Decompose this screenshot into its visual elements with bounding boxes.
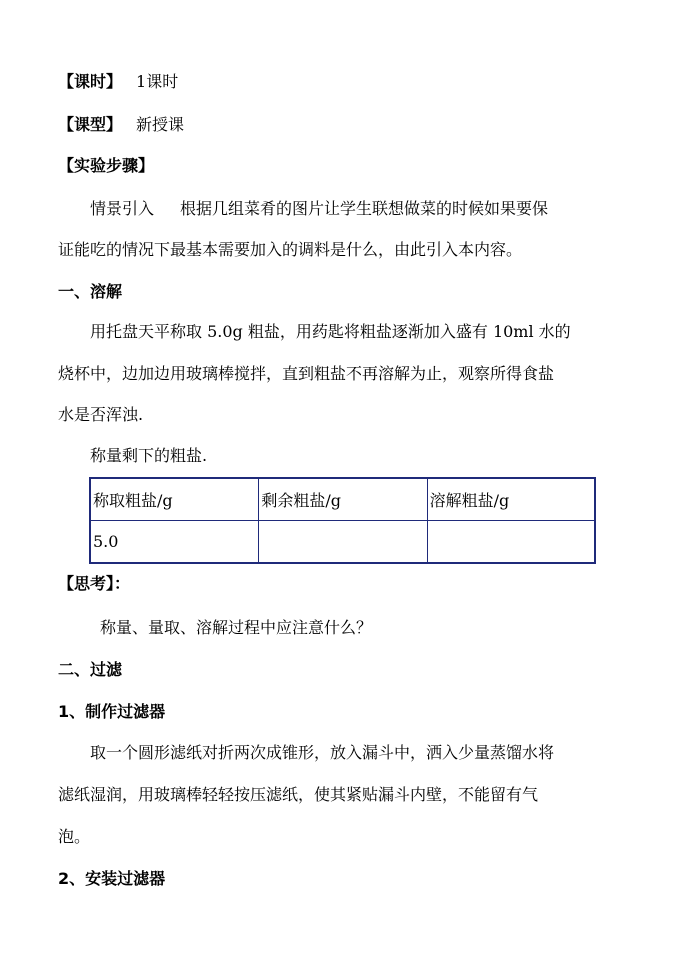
section1-heading: 一、溶解 xyxy=(58,282,123,301)
period-line xyxy=(58,72,178,92)
table-header-cell: 溶解粗盐/g xyxy=(427,478,595,521)
table-cell xyxy=(427,521,595,564)
weighing-table xyxy=(89,477,596,564)
table-header-cell: 称取粗盐/g xyxy=(90,478,259,521)
intro-line-1 xyxy=(90,199,548,219)
table-cell: 5.0 xyxy=(90,521,259,564)
table-row xyxy=(90,521,595,564)
weigh-note: 称量剩下的粗盐. xyxy=(90,446,208,465)
period-label: 【课时】 xyxy=(58,72,123,91)
think-question: 称量、量取、溶解过程中应注意什么？ xyxy=(100,618,373,637)
steps-heading: 【实验步骤】 xyxy=(58,156,155,175)
section2-sub1: 1、制作过滤器 xyxy=(58,702,166,721)
section1-para-3: 水是否浑浊. xyxy=(58,405,144,424)
intro-lead: 情景引入 xyxy=(90,199,155,218)
section2-para-3: 泡。 xyxy=(58,827,91,846)
section1-para-2: 烧杯中，边加边用玻璃棒搅拌，直到粗盐不再溶解为止，观察所得食盐 xyxy=(58,364,555,383)
think-label: 【思考】： xyxy=(58,574,131,593)
type-value: 新授课 xyxy=(136,115,185,134)
table-cell xyxy=(259,521,427,564)
period-value: 1课时 xyxy=(136,72,179,91)
section2-para-2: 滤纸湿润，用玻璃棒轻轻按压滤纸，使其紧贴漏斗内壁，不能留有气 xyxy=(58,785,539,804)
section2-heading: 二、过滤 xyxy=(58,660,123,679)
table-header-cell: 剩余粗盐/g xyxy=(259,478,427,521)
section2-sub2: 2、安装过滤器 xyxy=(58,869,166,888)
intro-text-1: 根据几组菜肴的图片让学生联想做菜的时候如果要保 xyxy=(180,199,549,218)
type-label: 【课型】 xyxy=(58,115,123,134)
section1-para-1: 用托盘天平称取 5.0g 粗盐，用药匙将粗盐逐渐加入盛有 10ml 水的 xyxy=(90,322,571,341)
section2-para-1: 取一个圆形滤纸对折两次成锥形，放入漏斗中，洒入少量蒸馏水将 xyxy=(90,743,555,762)
table-header-row xyxy=(90,478,595,521)
type-line xyxy=(58,115,184,135)
intro-line-2: 证能吃的情况下最基本需要加入的调料是什么，由此引入本内容。 xyxy=(58,240,523,259)
